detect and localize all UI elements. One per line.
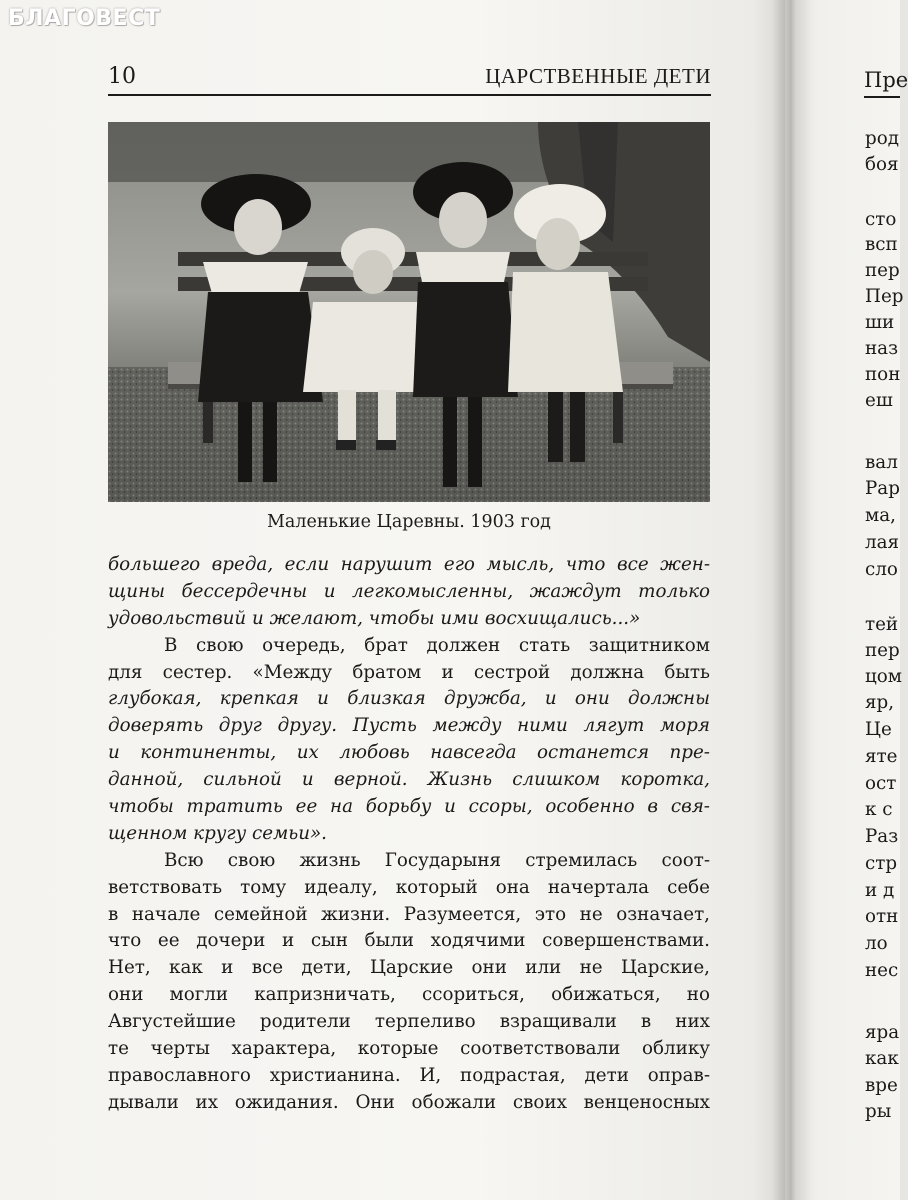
right-page-fragment: яра	[865, 1022, 900, 1043]
text-line: православного христианина. И, подрастая, дети оправ-	[108, 1064, 710, 1086]
right-page-fragment: Раз	[865, 826, 899, 847]
right-page-fragment: всп	[865, 234, 898, 255]
text-line: доверять друг другу. Пусть между ними лягут моря	[108, 715, 710, 737]
photo-of-four-girls-on-bench	[108, 122, 710, 502]
right-page-fragment: боя	[865, 154, 899, 175]
right-page-fragment: яр,	[865, 692, 895, 713]
right-page-fragment: сто	[865, 209, 897, 230]
text-line: глубокая, крепкая и близкая дружба, и они должны	[108, 688, 710, 710]
right-page-fragment: вре	[865, 1075, 898, 1096]
right-page-fragment: к с	[865, 799, 893, 820]
right-page-fragment: цом	[865, 666, 902, 687]
text-line: щенном кругу семьи».	[108, 822, 327, 844]
right-page-fragment: Це	[865, 719, 892, 740]
right-page-fragment: наз	[865, 338, 899, 359]
watermark-logo: БЛАГОВЕСТ	[8, 6, 161, 31]
text-line: Всю свою жизнь Государыня стремилась соот-	[164, 849, 710, 871]
text-line: чтобы тратить ее на борьбу и ссоры, особенно в свя-	[108, 796, 710, 818]
text-line: в начале семейной жизни. Разумеется, это не означает,	[108, 903, 710, 925]
text-line: те черты характера, которые соответствовали облику	[108, 1038, 710, 1060]
body-text	[108, 552, 710, 1117]
right-page-fragment: сло	[865, 559, 898, 580]
text-line: ветствовать тому идеалу, который она начертала себе	[108, 876, 710, 898]
text-line: они могли капризничать, ссориться, обижаться, но	[108, 984, 710, 1006]
page-number: 10	[108, 64, 136, 89]
book-gutter	[772, 0, 812, 1200]
right-page-fragment: род	[865, 128, 899, 149]
page-header	[108, 62, 711, 96]
text-line: удовольствий и желают, чтобы ими восхищались...»	[108, 607, 641, 629]
text-line: для сестер. «Между братом и сестрой должна быть	[108, 661, 710, 683]
text-line: и континенты, их любовь навсегда останется пре-	[108, 742, 710, 764]
text-line: щины бессердечны и легкомысленны, жаждут только	[108, 580, 710, 602]
text-line: большего вреда, если нарушит его мысль, что все жен-	[108, 554, 710, 575]
right-page-fragment: лая	[865, 532, 900, 553]
right-page-fragment: ры	[865, 1101, 892, 1122]
right-page-fragment: тей	[865, 614, 899, 635]
right-page-fragment: как	[865, 1048, 899, 1069]
right-page-fragment: ост	[865, 773, 897, 794]
right-page-fragment: пер	[865, 260, 900, 281]
photograph	[108, 122, 710, 502]
right-page-fragment: ло	[865, 933, 888, 954]
running-title: ЦАРСТВЕННЫЕ ДЕТИ	[485, 64, 711, 88]
text-line: данной, сильной и верной. Жизнь слишком коротка,	[108, 769, 710, 791]
right-page-fragment: отн	[865, 906, 899, 927]
right-page-fragment: ши	[865, 312, 895, 333]
right-page-fragment: ма,	[865, 505, 896, 526]
right-page-fragment: пер	[865, 640, 900, 661]
text-line: дывали их ожидания. Они обожали своих венценосных	[108, 1091, 710, 1113]
text-line: В свою очередь, брат должен стать защитником	[164, 634, 710, 656]
right-page-fragment: Пер	[865, 286, 904, 307]
text-line: Августейшие родители терпеливо взращивали в них	[108, 1011, 710, 1033]
right-page-header: Пре	[864, 68, 908, 92]
right-page-fragment: Рар	[865, 478, 900, 499]
right-page-fragment: яте	[865, 746, 898, 767]
photo-caption: Маленькие Царевны. 1903 год	[267, 512, 551, 532]
text-line: Нет, как и все дети, Царские они или не Царские,	[108, 957, 710, 979]
text-line: что ее дочери и сын были ходячими совершенствами.	[108, 930, 710, 952]
right-page-fragment: пон	[865, 364, 901, 385]
header-rule	[108, 94, 711, 96]
right-page-fragment: нес	[865, 960, 899, 981]
right-page-fragment: еш	[865, 390, 893, 411]
right-page-fragment: стр	[865, 853, 898, 874]
right-header-rule	[864, 96, 900, 98]
right-page-fragment: вал	[865, 452, 898, 473]
right-page-fragment: и д	[865, 880, 895, 901]
